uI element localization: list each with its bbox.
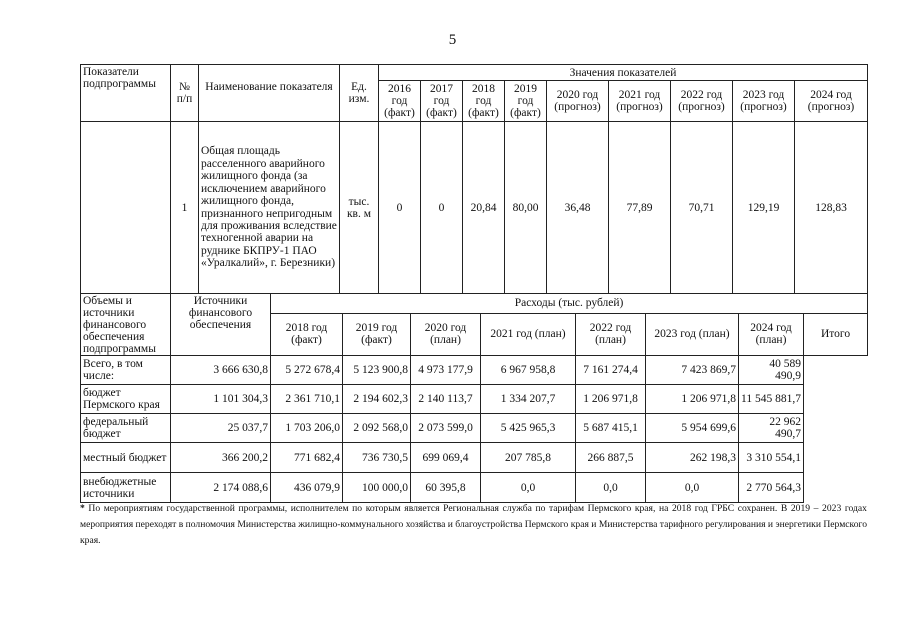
footnote-mark: * <box>80 503 85 514</box>
value-2016: 0 <box>379 122 421 294</box>
year-header-5: 2021 год (прогноз) <box>609 81 671 122</box>
indicator-unit: тыс. кв. м <box>340 122 379 294</box>
year-header-7: 2023 год (прогноз) <box>733 81 795 122</box>
expense-year-header-3: 2021 год (план) <box>481 313 576 355</box>
expense-value: 25 037,7 <box>171 414 271 443</box>
expense-value: 2 073 599,0 <box>411 414 481 443</box>
expense-value: 1 206 971,8 <box>646 385 739 414</box>
table-row <box>81 414 868 443</box>
source-header: Источники финансового обеспечения <box>171 294 271 356</box>
footnote <box>80 501 867 549</box>
expense-value: 2 194 602,3 <box>343 385 411 414</box>
expense-value: 0,0 <box>646 473 739 503</box>
values-header: Значения показателей <box>379 65 868 81</box>
value-2021: 77,89 <box>609 122 671 294</box>
expense-value: 4 973 177,9 <box>411 356 481 385</box>
name-header: Наименование показателя <box>199 65 340 122</box>
expense-value: 5 272 678,4 <box>271 356 343 385</box>
expenses-header: Расходы (тыс. рублей) <box>271 294 868 314</box>
expense-value: 262 198,3 <box>646 443 739 473</box>
source-label: внебюджетные источники <box>81 473 171 503</box>
table-row <box>81 385 868 414</box>
value-2019: 80,00 <box>505 122 547 294</box>
expense-value: 2 140 113,7 <box>411 385 481 414</box>
expense-value: 7 161 274,4 <box>576 356 646 385</box>
expense-value: 2 174 088,6 <box>171 473 271 503</box>
expense-value: 3 666 630,8 <box>171 356 271 385</box>
expense-year-header-2: 2020 год (план) <box>411 313 481 355</box>
expense-value: 266 887,5 <box>576 443 646 473</box>
year-header-6: 2022 год (прогноз) <box>671 81 733 122</box>
value-2023: 129,19 <box>733 122 795 294</box>
value-2018: 20,84 <box>463 122 505 294</box>
expense-value: 60 395,8 <box>411 473 481 503</box>
footnote-text: По мероприятиям государственной программы, исполнителем по которым является Региональная служба по тарифам Пермского края, на 2018 год ГРБС сохранен. В 2019 – 2023 годах мероприятия переходят в полномочия Министерства жилищно-коммунального хозяйства и благоустройства Пермского края и Министерства тарифного регулирования и энергетики Пермского края. <box>80 503 867 546</box>
source-label: федеральный бюджет <box>81 414 171 443</box>
year-header-1: 2017 год (факт) <box>421 81 463 122</box>
indicators-table <box>80 64 868 294</box>
expense-value: 1 101 304,3 <box>171 385 271 414</box>
value-2020: 36,48 <box>547 122 609 294</box>
expense-value: 2 361 710,1 <box>271 385 343 414</box>
year-header-2: 2018 год (факт) <box>463 81 505 122</box>
expense-value: 7 423 869,7 <box>646 356 739 385</box>
expense-year-header-7: Итого <box>804 313 868 355</box>
financing-group-header: Объемы и источники финансового обеспечения подпрограммы <box>81 294 171 356</box>
expense-value: 1 206 971,8 <box>576 385 646 414</box>
indicators-group-header: Показатели подпрограммы <box>81 65 171 122</box>
expense-year-header-1: 2019 год (факт) <box>343 313 411 355</box>
expense-value: 0,0 <box>576 473 646 503</box>
expense-value: 736 730,5 <box>343 443 411 473</box>
expense-value: 2 092 568,0 <box>343 414 411 443</box>
page-number: 5 <box>448 32 457 48</box>
year-header-3: 2019 год (факт) <box>505 81 547 122</box>
year-header-8: 2024 год (прогноз) <box>795 81 868 122</box>
unit-header: Ед. изм. <box>340 65 379 122</box>
source-label: Всего, в том числе: <box>81 356 171 385</box>
expense-value: 40 589 490,9 <box>739 356 804 385</box>
expense-value: 6 967 958,8 <box>481 356 576 385</box>
year-header-0: 2016 год (факт) <box>379 81 421 122</box>
expense-value: 2 770 564,3 <box>739 473 804 503</box>
table-row <box>81 443 868 473</box>
expense-value: 1 334 207,7 <box>481 385 576 414</box>
table-row <box>81 356 868 385</box>
expense-value: 207 785,8 <box>481 443 576 473</box>
expense-value: 5 123 900,8 <box>343 356 411 385</box>
indicators-group-cell <box>81 122 171 294</box>
expense-year-header-5: 2023 год (план) <box>646 313 739 355</box>
value-2024: 128,83 <box>795 122 868 294</box>
expense-value: 22 962 490,7 <box>739 414 804 443</box>
source-label: местный бюджет <box>81 443 171 473</box>
expense-value: 1 703 206,0 <box>271 414 343 443</box>
year-header-4: 2020 год (прогноз) <box>547 81 609 122</box>
expense-value: 771 682,4 <box>271 443 343 473</box>
expense-value: 11 545 881,7 <box>739 385 804 414</box>
table-row <box>81 473 868 503</box>
expense-value: 0,0 <box>481 473 576 503</box>
expense-value: 100 000,0 <box>343 473 411 503</box>
expense-year-header-6: 2024 год (план) <box>739 313 804 355</box>
source-label: бюджет Пермского края <box>81 385 171 414</box>
expense-year-header-0: 2018 год (факт) <box>271 313 343 355</box>
expense-value: 366 200,2 <box>171 443 271 473</box>
expense-value: 5 425 965,3 <box>481 414 576 443</box>
value-2022: 70,71 <box>671 122 733 294</box>
expense-value: 5 954 699,6 <box>646 414 739 443</box>
expense-value: 699 069,4 <box>411 443 481 473</box>
expense-value: 436 079,9 <box>271 473 343 503</box>
expense-value: 3 310 554,1 <box>739 443 804 473</box>
financing-table <box>80 293 868 503</box>
num-header: № п/п <box>171 65 199 122</box>
row-number: 1 <box>171 122 199 294</box>
expense-year-header-4: 2022 год (план) <box>576 313 646 355</box>
expense-value: 5 687 415,1 <box>576 414 646 443</box>
value-2017: 0 <box>421 122 463 294</box>
indicator-name: Общая площадь расселенного аварийного жилищного фонда (за исключением аварийного жилищного фонда, признанного непригодным для проживания вследствие техногенной аварии на руднике БКПРУ-1 ПАО «Уралкалий», г. Березники) <box>199 122 340 294</box>
